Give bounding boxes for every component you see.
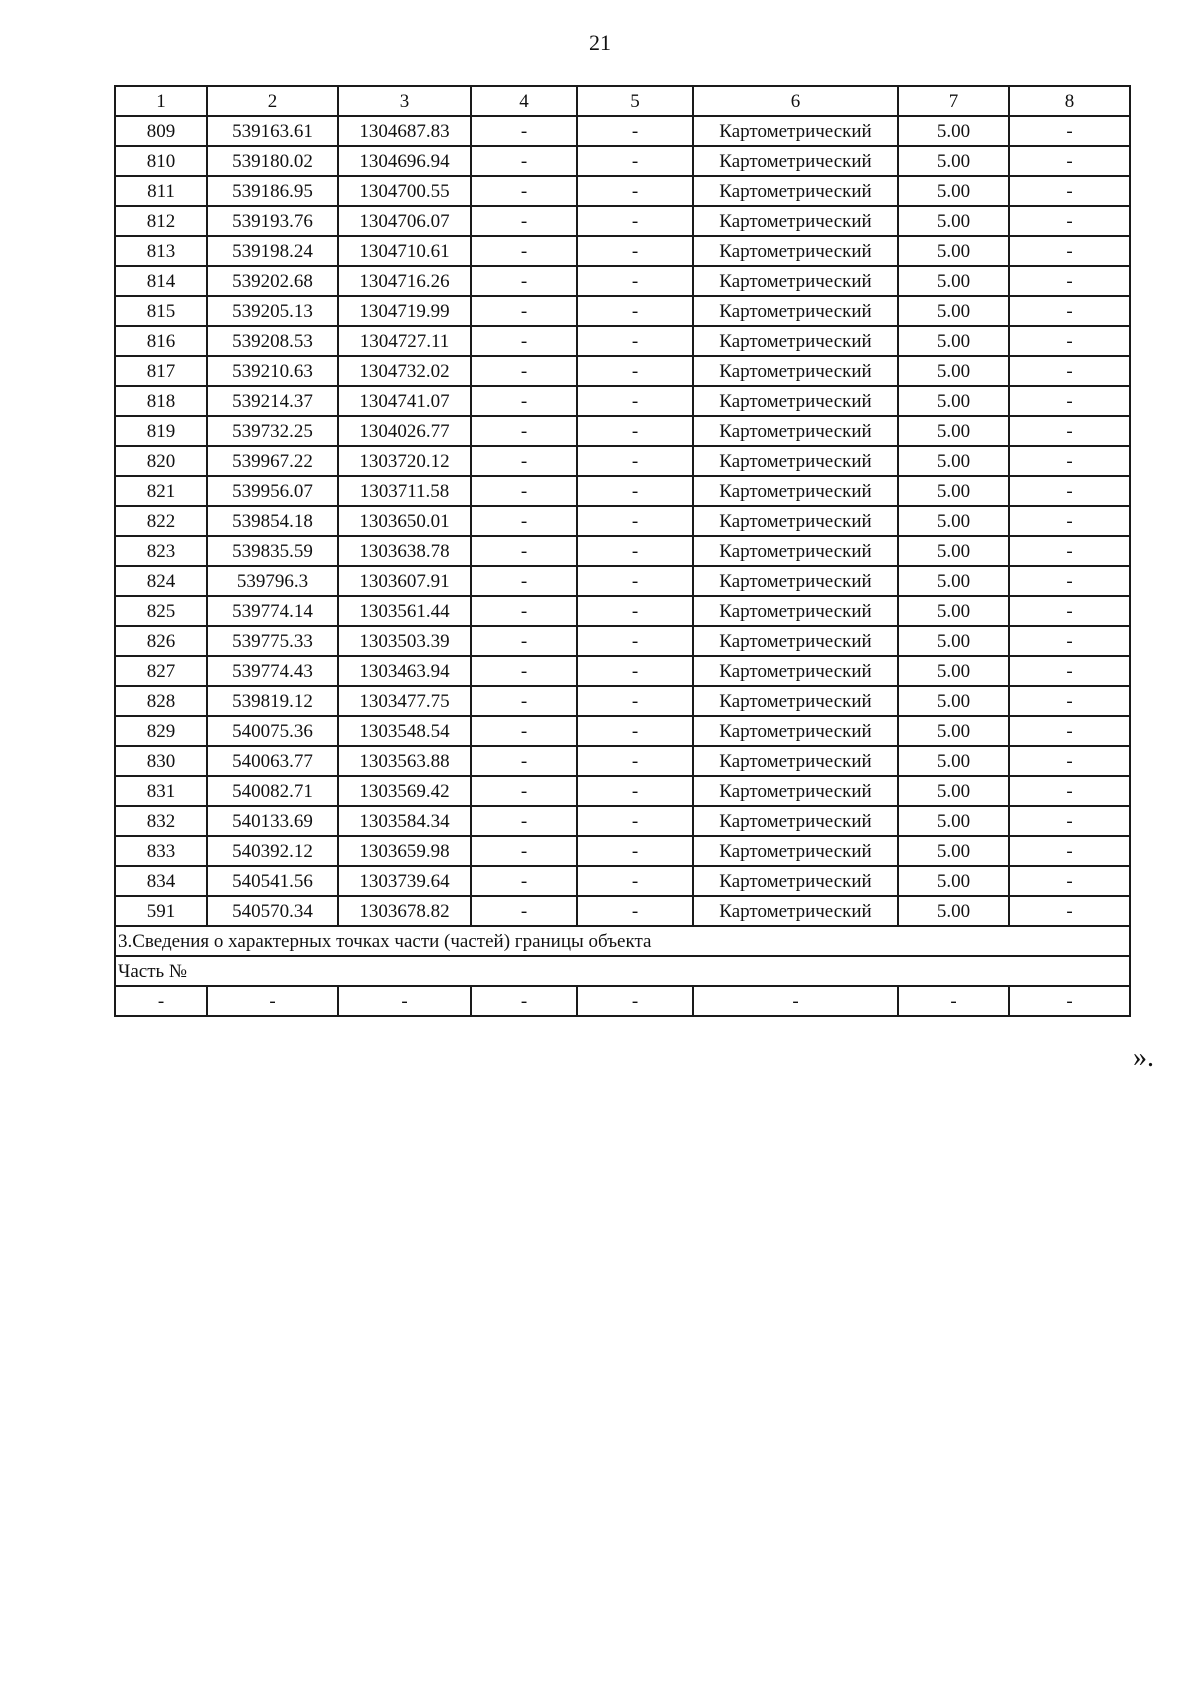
accuracy-cell: 5.00: [898, 296, 1009, 326]
y-coordinate-cell: 1304732.02: [338, 356, 471, 386]
col4-cell: -: [471, 656, 577, 686]
table-row: [115, 236, 1130, 266]
col8-cell: -: [1009, 596, 1130, 626]
y-coordinate-cell: 1303720.12: [338, 446, 471, 476]
accuracy-cell: 5.00: [898, 356, 1009, 386]
col8-cell: -: [1009, 386, 1130, 416]
coordinates-table: [114, 85, 1131, 1017]
accuracy-cell: 5.00: [898, 146, 1009, 176]
accuracy-cell: 5.00: [898, 656, 1009, 686]
col8-cell: -: [1009, 866, 1130, 896]
point-number-cell: 832: [115, 806, 207, 836]
accuracy-cell: 5.00: [898, 206, 1009, 236]
y-coordinate-cell: 1304026.77: [338, 416, 471, 446]
col4-cell: -: [471, 836, 577, 866]
empty-cell: -: [338, 986, 471, 1016]
accuracy-cell: 5.00: [898, 326, 1009, 356]
x-coordinate-cell: 540541.56: [207, 866, 338, 896]
col5-cell: -: [577, 206, 693, 236]
point-number-cell: 827: [115, 656, 207, 686]
col5-cell: -: [577, 236, 693, 266]
method-cell: Картометрический: [693, 146, 898, 176]
y-coordinate-cell: 1304706.07: [338, 206, 471, 236]
col4-cell: -: [471, 866, 577, 896]
col5-cell: -: [577, 536, 693, 566]
point-number-cell: 824: [115, 566, 207, 596]
col8-cell: -: [1009, 716, 1130, 746]
point-number-cell: 834: [115, 866, 207, 896]
y-coordinate-cell: 1303503.39: [338, 626, 471, 656]
x-coordinate-cell: 539732.25: [207, 416, 338, 446]
table-row: [115, 866, 1130, 896]
point-number-cell: 809: [115, 116, 207, 146]
header-cell-5: 5: [577, 86, 693, 116]
header-cell-7: 7: [898, 86, 1009, 116]
col5-cell: -: [577, 866, 693, 896]
accuracy-cell: 5.00: [898, 566, 1009, 596]
col4-cell: -: [471, 266, 577, 296]
table-row: [115, 536, 1130, 566]
table-row: [115, 446, 1130, 476]
col5-cell: -: [577, 806, 693, 836]
col5-cell: -: [577, 716, 693, 746]
empty-cell: -: [471, 986, 577, 1016]
col4-cell: -: [471, 536, 577, 566]
col5-cell: -: [577, 326, 693, 356]
point-number-cell: 823: [115, 536, 207, 566]
x-coordinate-cell: 539956.07: [207, 476, 338, 506]
x-coordinate-cell: 539205.13: [207, 296, 338, 326]
method-cell: Картометрический: [693, 836, 898, 866]
x-coordinate-cell: 540063.77: [207, 746, 338, 776]
col4-cell: -: [471, 296, 577, 326]
empty-cell: -: [1009, 986, 1130, 1016]
point-number-cell: 821: [115, 476, 207, 506]
method-cell: Картометрический: [693, 626, 898, 656]
col5-cell: -: [577, 596, 693, 626]
col8-cell: -: [1009, 686, 1130, 716]
col4-cell: -: [471, 806, 577, 836]
accuracy-cell: 5.00: [898, 476, 1009, 506]
accuracy-cell: 5.00: [898, 776, 1009, 806]
accuracy-cell: 5.00: [898, 506, 1009, 536]
y-coordinate-cell: 1303607.91: [338, 566, 471, 596]
method-cell: Картометрический: [693, 356, 898, 386]
col8-cell: -: [1009, 326, 1130, 356]
x-coordinate-cell: 540392.12: [207, 836, 338, 866]
table-row: [115, 596, 1130, 626]
point-number-cell: 819: [115, 416, 207, 446]
table-row: [115, 116, 1130, 146]
section-title: 3.Сведения о характерных точках части (частей) границы объекта: [115, 926, 1130, 956]
col5-cell: -: [577, 356, 693, 386]
point-number-cell: 810: [115, 146, 207, 176]
col5-cell: -: [577, 566, 693, 596]
accuracy-cell: 5.00: [898, 896, 1009, 926]
point-number-cell: 815: [115, 296, 207, 326]
empty-cell: -: [115, 986, 207, 1016]
accuracy-cell: 5.00: [898, 446, 1009, 476]
col8-cell: -: [1009, 746, 1130, 776]
x-coordinate-cell: 539819.12: [207, 686, 338, 716]
header-cell-3: 3: [338, 86, 471, 116]
point-number-cell: 816: [115, 326, 207, 356]
header-cell-2: 2: [207, 86, 338, 116]
col8-cell: -: [1009, 656, 1130, 686]
point-number-cell: 813: [115, 236, 207, 266]
method-cell: Картометрический: [693, 206, 898, 236]
col5-cell: -: [577, 476, 693, 506]
accuracy-cell: 5.00: [898, 386, 1009, 416]
method-cell: Картометрический: [693, 416, 898, 446]
table-row: [115, 266, 1130, 296]
part-number-row: [115, 956, 1130, 986]
y-coordinate-cell: 1304741.07: [338, 386, 471, 416]
col5-cell: -: [577, 686, 693, 716]
col4-cell: -: [471, 626, 577, 656]
table-row: [115, 386, 1130, 416]
x-coordinate-cell: 539214.37: [207, 386, 338, 416]
method-cell: Картометрический: [693, 746, 898, 776]
table-row: [115, 566, 1130, 596]
col5-cell: -: [577, 656, 693, 686]
table-row: [115, 836, 1130, 866]
table-row: [115, 656, 1130, 686]
empty-cell: -: [898, 986, 1009, 1016]
section-title-row: [115, 926, 1130, 956]
col8-cell: -: [1009, 776, 1130, 806]
x-coordinate-cell: 539835.59: [207, 536, 338, 566]
col4-cell: -: [471, 356, 577, 386]
method-cell: Картометрический: [693, 536, 898, 566]
y-coordinate-cell: 1303563.88: [338, 746, 471, 776]
method-cell: Картометрический: [693, 236, 898, 266]
col4-cell: -: [471, 146, 577, 176]
accuracy-cell: 5.00: [898, 746, 1009, 776]
method-cell: Картометрический: [693, 176, 898, 206]
method-cell: Картометрический: [693, 866, 898, 896]
x-coordinate-cell: 539180.02: [207, 146, 338, 176]
col8-cell: -: [1009, 176, 1130, 206]
col5-cell: -: [577, 896, 693, 926]
empty-cell: -: [207, 986, 338, 1016]
table-row: [115, 806, 1130, 836]
table-row: [115, 476, 1130, 506]
col8-cell: -: [1009, 806, 1130, 836]
x-coordinate-cell: 539967.22: [207, 446, 338, 476]
point-number-cell: 817: [115, 356, 207, 386]
y-coordinate-cell: 1304700.55: [338, 176, 471, 206]
x-coordinate-cell: 539774.43: [207, 656, 338, 686]
method-cell: Картометрический: [693, 386, 898, 416]
col8-cell: -: [1009, 416, 1130, 446]
col4-cell: -: [471, 326, 577, 356]
table-row: [115, 686, 1130, 716]
col5-cell: -: [577, 626, 693, 656]
accuracy-cell: 5.00: [898, 116, 1009, 146]
x-coordinate-cell: 539186.95: [207, 176, 338, 206]
col5-cell: -: [577, 116, 693, 146]
col8-cell: -: [1009, 566, 1130, 596]
col5-cell: -: [577, 176, 693, 206]
point-number-cell: 833: [115, 836, 207, 866]
y-coordinate-cell: 1303678.82: [338, 896, 471, 926]
col8-cell: -: [1009, 266, 1130, 296]
col4-cell: -: [471, 896, 577, 926]
point-number-cell: 826: [115, 626, 207, 656]
col5-cell: -: [577, 416, 693, 446]
accuracy-cell: 5.00: [898, 626, 1009, 656]
col8-cell: -: [1009, 356, 1130, 386]
x-coordinate-cell: 539796.3: [207, 566, 338, 596]
table-row: [115, 896, 1130, 926]
y-coordinate-cell: 1304716.26: [338, 266, 471, 296]
table-row: [115, 146, 1130, 176]
method-cell: Картометрический: [693, 476, 898, 506]
col8-cell: -: [1009, 836, 1130, 866]
col4-cell: -: [471, 386, 577, 416]
table-row: [115, 626, 1130, 656]
y-coordinate-cell: 1304710.61: [338, 236, 471, 266]
method-cell: Картометрический: [693, 656, 898, 686]
col4-cell: -: [471, 776, 577, 806]
col5-cell: -: [577, 776, 693, 806]
header-cell-8: 8: [1009, 86, 1130, 116]
method-cell: Картометрический: [693, 596, 898, 626]
accuracy-cell: 5.00: [898, 716, 1009, 746]
table-row: [115, 206, 1130, 236]
method-cell: Картометрический: [693, 896, 898, 926]
col4-cell: -: [471, 236, 577, 266]
table-row: [115, 296, 1130, 326]
method-cell: Картометрический: [693, 266, 898, 296]
col8-cell: -: [1009, 206, 1130, 236]
col8-cell: -: [1009, 626, 1130, 656]
point-number-cell: 828: [115, 686, 207, 716]
y-coordinate-cell: 1303739.64: [338, 866, 471, 896]
x-coordinate-cell: 539210.63: [207, 356, 338, 386]
col5-cell: -: [577, 446, 693, 476]
x-coordinate-cell: 540082.71: [207, 776, 338, 806]
col5-cell: -: [577, 266, 693, 296]
header-cell-6: 6: [693, 86, 898, 116]
x-coordinate-cell: 539775.33: [207, 626, 338, 656]
method-cell: Картометрический: [693, 326, 898, 356]
accuracy-cell: 5.00: [898, 836, 1009, 866]
x-coordinate-cell: 540075.36: [207, 716, 338, 746]
accuracy-cell: 5.00: [898, 866, 1009, 896]
col8-cell: -: [1009, 896, 1130, 926]
y-coordinate-cell: 1303584.34: [338, 806, 471, 836]
page-number: 21: [589, 30, 611, 55]
y-coordinate-cell: 1303711.58: [338, 476, 471, 506]
point-number-cell: 818: [115, 386, 207, 416]
method-cell: Картометрический: [693, 116, 898, 146]
empty-cell: -: [693, 986, 898, 1016]
y-coordinate-cell: 1303477.75: [338, 686, 471, 716]
x-coordinate-cell: 539854.18: [207, 506, 338, 536]
col5-cell: -: [577, 146, 693, 176]
x-coordinate-cell: 540133.69: [207, 806, 338, 836]
point-number-cell: 822: [115, 506, 207, 536]
x-coordinate-cell: 539208.53: [207, 326, 338, 356]
col5-cell: -: [577, 506, 693, 536]
accuracy-cell: 5.00: [898, 536, 1009, 566]
accuracy-cell: 5.00: [898, 596, 1009, 626]
point-number-cell: 829: [115, 716, 207, 746]
y-coordinate-cell: 1304687.83: [338, 116, 471, 146]
coordinates-table-body: [115, 86, 1130, 1016]
table-row: [115, 506, 1130, 536]
method-cell: Картометрический: [693, 506, 898, 536]
accuracy-cell: 5.00: [898, 176, 1009, 206]
table-header-row: [115, 86, 1130, 116]
col8-cell: -: [1009, 476, 1130, 506]
point-number-cell: 825: [115, 596, 207, 626]
accuracy-cell: 5.00: [898, 416, 1009, 446]
method-cell: Картометрический: [693, 776, 898, 806]
point-number-cell: 814: [115, 266, 207, 296]
table-row: [115, 176, 1130, 206]
table-row: [115, 356, 1130, 386]
col4-cell: -: [471, 446, 577, 476]
col8-cell: -: [1009, 296, 1130, 326]
method-cell: Картометрический: [693, 716, 898, 746]
col8-cell: -: [1009, 536, 1130, 566]
col8-cell: -: [1009, 446, 1130, 476]
col8-cell: -: [1009, 146, 1130, 176]
method-cell: Картометрический: [693, 446, 898, 476]
col5-cell: -: [577, 386, 693, 416]
empty-cell: -: [577, 986, 693, 1016]
col4-cell: -: [471, 116, 577, 146]
x-coordinate-cell: 539198.24: [207, 236, 338, 266]
empty-part-row: [115, 986, 1130, 1016]
accuracy-cell: 5.00: [898, 686, 1009, 716]
y-coordinate-cell: 1304727.11: [338, 326, 471, 356]
col8-cell: -: [1009, 116, 1130, 146]
accuracy-cell: 5.00: [898, 266, 1009, 296]
col4-cell: -: [471, 506, 577, 536]
method-cell: Картометрический: [693, 686, 898, 716]
method-cell: Картометрический: [693, 806, 898, 836]
point-number-cell: 831: [115, 776, 207, 806]
x-coordinate-cell: 539163.61: [207, 116, 338, 146]
y-coordinate-cell: 1304719.99: [338, 296, 471, 326]
y-coordinate-cell: 1303548.54: [338, 716, 471, 746]
table-row: [115, 326, 1130, 356]
y-coordinate-cell: 1303463.94: [338, 656, 471, 686]
col8-cell: -: [1009, 506, 1130, 536]
col4-cell: -: [471, 716, 577, 746]
table-row: [115, 716, 1130, 746]
x-coordinate-cell: 539774.14: [207, 596, 338, 626]
col4-cell: -: [471, 746, 577, 776]
x-coordinate-cell: 540570.34: [207, 896, 338, 926]
x-coordinate-cell: 539202.68: [207, 266, 338, 296]
y-coordinate-cell: 1303650.01: [338, 506, 471, 536]
y-coordinate-cell: 1303569.42: [338, 776, 471, 806]
col8-cell: -: [1009, 236, 1130, 266]
header-cell-4: 4: [471, 86, 577, 116]
point-number-cell: 820: [115, 446, 207, 476]
accuracy-cell: 5.00: [898, 236, 1009, 266]
col5-cell: -: [577, 746, 693, 776]
y-coordinate-cell: 1303561.44: [338, 596, 471, 626]
col4-cell: -: [471, 206, 577, 236]
col4-cell: -: [471, 596, 577, 626]
table-row: [115, 776, 1130, 806]
table-row: [115, 416, 1130, 446]
col4-cell: -: [471, 476, 577, 506]
point-number-cell: 811: [115, 176, 207, 206]
accuracy-cell: 5.00: [898, 806, 1009, 836]
col5-cell: -: [577, 296, 693, 326]
part-number-label: Часть №: [115, 956, 1130, 986]
table-row: [115, 746, 1130, 776]
col5-cell: -: [577, 836, 693, 866]
y-coordinate-cell: 1303638.78: [338, 536, 471, 566]
coordinates-table-container: [114, 85, 1131, 1017]
closing-quote: ».: [1133, 1042, 1154, 1073]
col4-cell: -: [471, 176, 577, 206]
col4-cell: -: [471, 686, 577, 716]
method-cell: Картометрический: [693, 296, 898, 326]
point-number-cell: 591: [115, 896, 207, 926]
header-cell-1: 1: [115, 86, 207, 116]
method-cell: Картометрический: [693, 566, 898, 596]
x-coordinate-cell: 539193.76: [207, 206, 338, 236]
y-coordinate-cell: 1303659.98: [338, 836, 471, 866]
point-number-cell: 830: [115, 746, 207, 776]
y-coordinate-cell: 1304696.94: [338, 146, 471, 176]
col4-cell: -: [471, 416, 577, 446]
point-number-cell: 812: [115, 206, 207, 236]
col4-cell: -: [471, 566, 577, 596]
